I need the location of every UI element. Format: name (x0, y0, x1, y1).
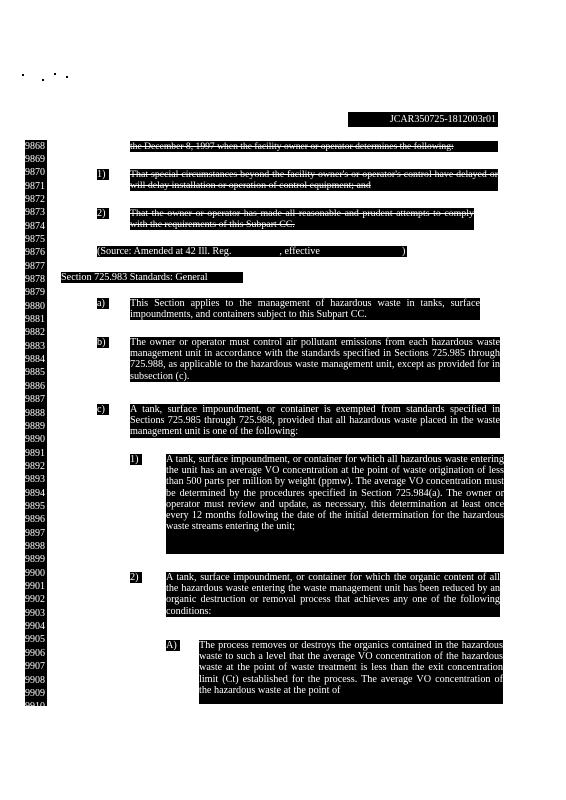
line-number: 9895 (25, 500, 45, 512)
item-1-label: 1) (97, 169, 109, 180)
line-number: 9879 (25, 287, 45, 299)
para-a-label: a) (97, 298, 109, 309)
line-number: 9908 (25, 674, 45, 686)
line-number: 9909 (25, 687, 45, 699)
para-c1-label: 1) (130, 454, 142, 465)
section-heading: Section 725.983 Standards: General (61, 272, 243, 283)
item-1-text: That special circumstances beyond the facility owner's or operator's control have delayed or will delay installation or operation of control equipment; and (130, 168, 498, 191)
line-number: 9899 (25, 554, 45, 566)
line-number: 9889 (25, 420, 45, 432)
line-number: 9874 (25, 220, 45, 232)
continuation-line-text: the December 8, 1997 when the facility owner or operator determines the following: (130, 140, 454, 152)
line-number: 9875 (25, 233, 45, 245)
scan-specks (20, 70, 80, 82)
line-number: 9896 (25, 514, 45, 526)
para-c1-text: A tank, surface impoundment, or container for which all hazardous waste entering the unit has an average VO concentration at the point of waste origination of less than 500 parts per million by weight (ppmw). The average VO concentration must be determined by the procedures specified in Section 725.984(a). The owner or operator must review and update, as necessary, this determination at least once every 12 months following the date of the initial determination for the hazardous waste streams entering the unit; (166, 454, 504, 554)
para-c2a-text: The process removes or destroys the organics contained in the hazardous waste to such a level that the average VO concentration of the hazardous waste at the point of waste treatment is less than the exit concentration limit (Ct) established for the process. The average VO concentration of the hazardous waste at the point of (199, 640, 503, 704)
continuation-line (130, 141, 498, 152)
line-number: 9886 (25, 380, 45, 392)
line-number: 9902 (25, 594, 45, 606)
line-number: 9873 (25, 207, 45, 219)
para-c-label: c) (97, 404, 109, 415)
source-note (97, 246, 407, 257)
line-number: 9882 (25, 327, 45, 339)
line-number: 9876 (25, 247, 45, 259)
line-number: 9890 (25, 434, 45, 446)
line-number: 9887 (25, 394, 45, 406)
line-number: 9883 (25, 340, 45, 352)
line-number: 9880 (25, 300, 45, 312)
para-c2-label: 2) (130, 572, 142, 583)
para-b-text: The owner or operator must control air pollutant emissions from each hazardous waste management unit in accordance with the standards specified in Sections 725.985 through 725.988, as applicable to the hazardous waste management unit, except as provided for in subsection (c). (130, 337, 500, 382)
line-number: 9869 (25, 153, 45, 165)
para-c2a-label: A) (166, 640, 180, 651)
line-number: 9878 (25, 274, 45, 285)
line-number: 9871 (25, 180, 45, 192)
line-number: 9893 (25, 474, 45, 486)
line-number: 9868 (25, 140, 45, 152)
line-number: 9901 (25, 581, 45, 593)
line-number: 9870 (25, 167, 45, 179)
line-number: 9885 (25, 367, 45, 379)
source-suffix: ) (401, 246, 406, 257)
line-number: 9877 (25, 260, 45, 272)
source-effective: , effective (279, 246, 320, 257)
line-number: 9891 (25, 447, 45, 459)
line-number: 9892 (25, 460, 45, 472)
line-number: 9894 (25, 487, 45, 499)
para-a-text: This Section applies to the management of hazardous waste in tanks, surface impoundments, and containers subject to this Subpart CC. (130, 297, 480, 320)
line-number: 9888 (25, 407, 45, 419)
line-number: 9872 (25, 193, 45, 205)
line-number: 9904 (25, 621, 45, 633)
para-c2-text: A tank, surface impoundment, or container for which the organic content of all the hazardous waste entering the waste management unit has been reduced by an organic destruction or removal process that achieves any one of the following conditions: (166, 572, 500, 617)
line-number: 9884 (25, 354, 45, 366)
source-prefix: (Source: Amended at 42 Ill. Reg. (97, 246, 232, 257)
line-number: 9898 (25, 541, 45, 552)
item-2-label: 2) (97, 208, 109, 219)
line-number: 9903 (25, 607, 45, 619)
line-number: 9905 (25, 634, 45, 646)
line-number: 9900 (25, 567, 45, 579)
line-number: 9906 (25, 647, 45, 659)
document-id: JCAR350725-1812003r01 (348, 112, 498, 127)
line-number: 9881 (25, 314, 45, 326)
line-number: 9907 (25, 661, 45, 673)
item-2-text: That the owner or operator has made all reasonable and prudent attempts to comply with the requirements of this Subpart CC. (130, 208, 474, 231)
line-number: 9910 (25, 701, 45, 713)
para-b-label: b) (97, 337, 109, 348)
para-c-text: A tank, surface impoundment, or container is exempted from standards specified in Sections 725.985 through 725.988, provided that all hazardous waste placed in the waste management unit is one of the following: (130, 404, 500, 438)
line-number: 9897 (25, 527, 45, 539)
